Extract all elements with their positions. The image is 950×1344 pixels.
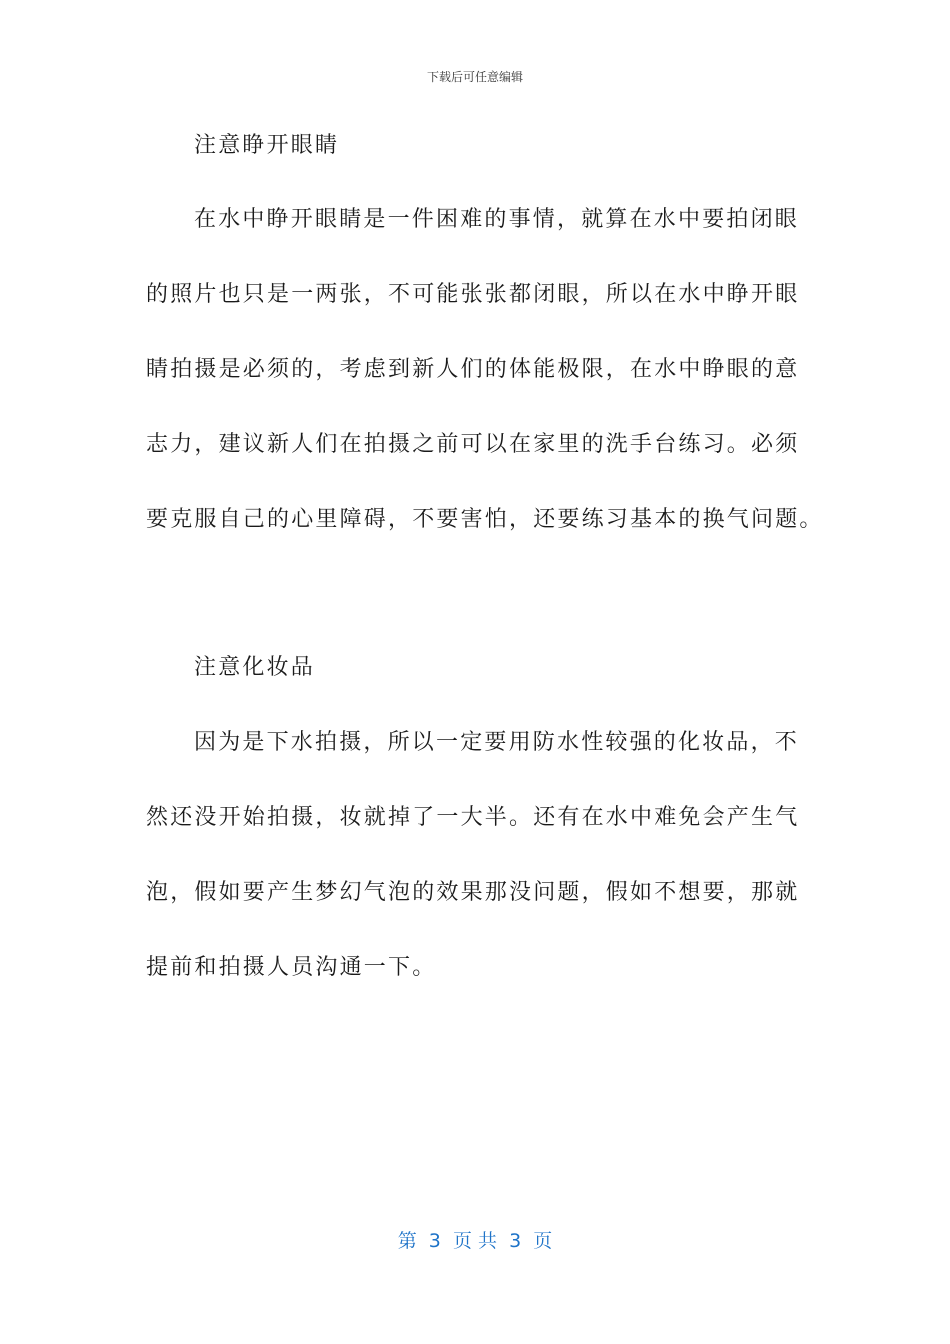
paragraph-line: 然还没开始拍摄，妆就掉了一大半。还有在水中难免会产生气 xyxy=(146,805,800,830)
section-heading-eyes: 注意睁开眼睛 xyxy=(194,133,340,158)
paragraph-line: 在水中睁开眼睛是一件困难的事情，就算在水中要拍闭眼 xyxy=(194,207,800,232)
paragraph-line: 志力，建议新人们在拍摄之前可以在家里的洗手台练习。必须 xyxy=(146,432,800,457)
page-header: 下载后可任意编辑 xyxy=(426,70,523,84)
paragraph-line: 要克服自己的心里障碍，不要害怕，还要练习基本的换气问题。 xyxy=(146,507,824,532)
paragraph-line: 泡，假如要产生梦幻气泡的效果那没问题，假如不想要，那就 xyxy=(146,880,800,905)
page-number: 第 3 页 共 3 页 xyxy=(397,1230,553,1252)
section-heading-makeup: 注意化妆品 xyxy=(194,655,316,680)
paragraph-line: 的照片也只是一两张，不可能张张都闭眼，所以在水中睁开眼 xyxy=(146,282,800,307)
paragraph-line: 提前和拍摄人员沟通一下。 xyxy=(146,955,437,980)
paragraph-line: 因为是下水拍摄，所以一定要用防水性较强的化妆品，不 xyxy=(194,730,800,755)
paragraph-line: 睛拍摄是必须的，考虑到新人们的体能极限，在水中睁眼的意 xyxy=(146,357,800,382)
